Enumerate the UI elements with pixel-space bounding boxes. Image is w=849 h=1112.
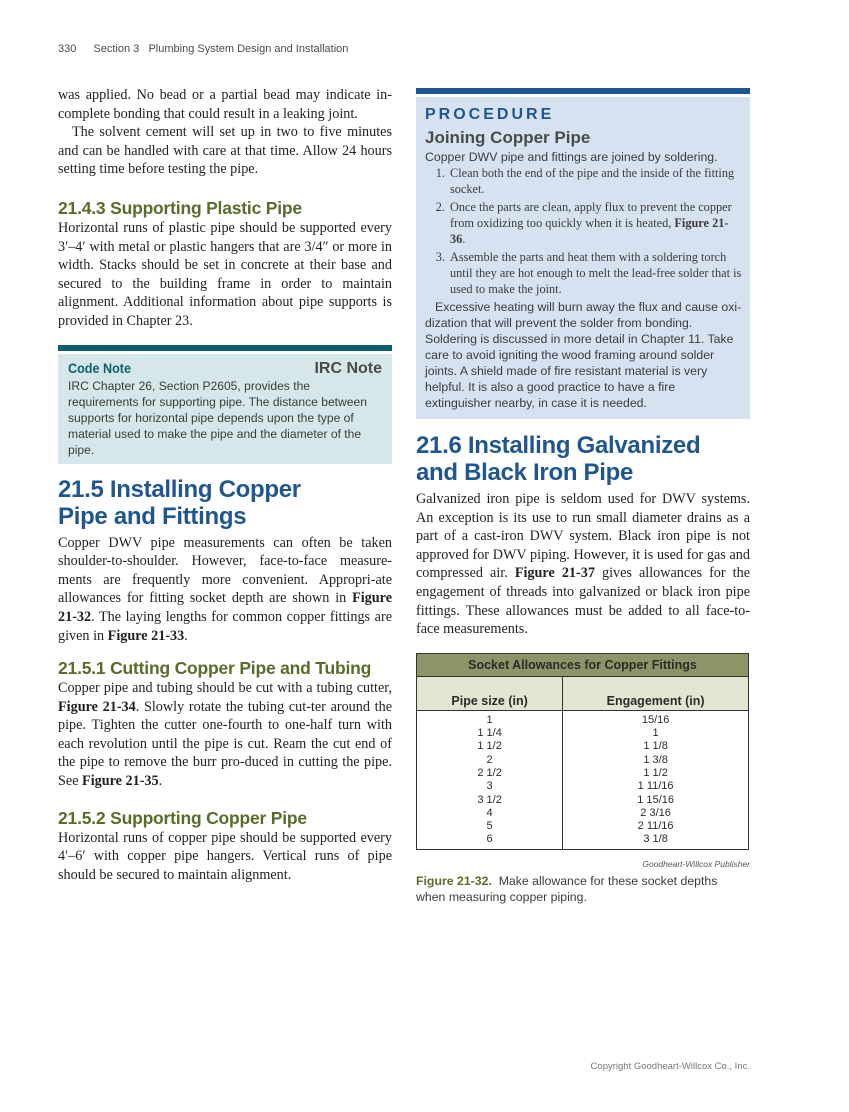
table-row <box>417 754 749 767</box>
heading-21-5 <box>58 476 392 530</box>
paragraph: The solvent cement will set up in two to five minutes and can be handled with care at that time. Allow 24 hours setting time before testing the pipe. <box>58 124 392 178</box>
figure-ref[interactable]: Figure 21-36 <box>450 216 729 246</box>
page-number: 330 <box>58 43 77 55</box>
heading-line: Pipe and Fittings <box>58 502 247 530</box>
cell: 1 11/16 <box>563 780 749 793</box>
cell: 4 <box>417 807 563 820</box>
table-row <box>417 833 749 849</box>
cell: 2 <box>417 754 563 767</box>
table-row <box>417 740 749 753</box>
irc-note-badge: IRC Note <box>314 359 382 377</box>
procedure-steps <box>425 165 742 297</box>
step-number: 3. <box>435 250 445 264</box>
procedure-step <box>425 165 742 197</box>
paragraph <box>58 534 392 646</box>
cell: 3 1/2 <box>417 794 563 807</box>
cell: 1 1/2 <box>417 740 563 753</box>
table-row <box>417 794 749 807</box>
column-header: Pipe size (in) <box>417 676 563 710</box>
caption-text: Make allowance for these socket depths when measuring copper piping. <box>416 873 721 904</box>
running-head <box>58 43 348 55</box>
image-credit: Goodheart-Willcox Publisher <box>642 858 750 869</box>
table-row <box>417 767 749 780</box>
figure-ref[interactable]: Figure 21-37 <box>514 565 595 582</box>
figure-caption <box>416 873 750 905</box>
cell: 2 11/16 <box>563 820 749 833</box>
paragraph: Horizontal runs of copper pipe should be supported every 4′–6′ with copper pipe hangers. Vertical runs of pipe should be secured to maintain alignment. <box>58 829 392 883</box>
paragraph <box>416 490 750 639</box>
section-title: Section 3 Plumbing System Design and Installation <box>93 43 349 55</box>
code-note-title: Code Note <box>68 359 131 376</box>
table-row <box>417 820 749 833</box>
text: . The laying lengths for common copper fittings are given in <box>58 608 392 644</box>
cell: 3 <box>417 780 563 793</box>
heading-21-5-1: 21.5.1 Cutting Copper Pipe and Tubing <box>58 658 372 679</box>
cell: 1 <box>563 727 749 740</box>
cell: 1 1/4 <box>417 727 563 740</box>
cell: 3 1/8 <box>563 833 749 849</box>
procedure-step <box>425 199 742 247</box>
text: . <box>462 232 466 246</box>
step-number: 1. <box>435 166 445 180</box>
heading-line: 21.6 Installing Galvanized <box>416 432 701 459</box>
figure-ref[interactable]: Figure 21-34 <box>58 698 136 715</box>
procedure-title: Joining Copper Pipe <box>425 128 591 147</box>
text: gives allowances for the engagement of threads into galvanized or black iron pipe fittings. These allowances must be added to all face-to-face measurements. <box>416 565 751 638</box>
cell: 15/16 <box>563 710 749 727</box>
cell: 5 <box>417 820 563 833</box>
socket-allowances-table <box>416 653 749 850</box>
text: . <box>184 627 188 644</box>
cell: 1 1/8 <box>563 740 749 753</box>
text: Galvanized iron pipe is seldom used for DWV systems. An exception is its use to run small diameter drains as a part of a cast-iron DWV system. Black iron pipe is not approved for DWV piping. However, it is used for gas and compressed air. <box>416 491 750 582</box>
procedure-step <box>425 249 742 297</box>
heading-line: and Black Iron Pipe <box>416 459 634 486</box>
table-row <box>417 780 749 793</box>
procedure-intro: Copper DWV pipe and fittings are joined by soldering. <box>425 150 718 164</box>
procedure-closing: Excessive heating will burn away the flux and cause oxi-dization that will prevent the solder from bonding. Soldering is discussed in more detail in Chapter 11. Take care to avoid igniting the wood framing around solder joints. A shield made of fire resistant material is very helpful. It is also a good practice to have a fire extinguisher nearby, in case it is needed. <box>425 300 742 410</box>
heading-21-6 <box>416 432 750 486</box>
cell: 1 3/8 <box>563 754 749 767</box>
paragraph <box>58 679 392 791</box>
text: . <box>158 773 163 790</box>
right-column <box>416 88 750 905</box>
step-number: 2. <box>435 200 445 214</box>
text: Copper pipe and tubing should be cut with a tubing cutter, <box>58 680 392 697</box>
table-title: Socket Allowances for Copper Fittings <box>417 653 749 676</box>
heading-line: 21.5 Installing Copper <box>58 475 301 503</box>
cell: 2 3/16 <box>563 807 749 820</box>
cell: 1 1/2 <box>563 767 749 780</box>
left-column <box>58 86 392 884</box>
table-row <box>417 727 749 740</box>
text: Copper DWV pipe measurements can often be taken shoulder-to-shoulder. However, face-to-face measure-ments are frequently more convenient. Appropri-ate allowances for fitting socket depth are shown in <box>58 534 392 607</box>
column-header: Engagement (in) <box>563 676 749 710</box>
cell: 1 15/16 <box>563 794 749 807</box>
code-note-box <box>58 345 392 464</box>
figure-ref[interactable]: Figure 21-35 <box>82 773 159 790</box>
table-row <box>417 710 749 727</box>
copyright-footer: Copyright Goodheart-Willcox Co., Inc. <box>590 1061 750 1072</box>
procedure-box <box>416 88 750 419</box>
step-text: Clean both the end of the pipe and the inside of the fitting socket. <box>450 166 735 196</box>
cell: 2 1/2 <box>417 767 563 780</box>
procedure-label: PROCEDURE <box>425 106 555 123</box>
heading-21-4-3: 21.4.3 Supporting Plastic Pipe <box>58 197 302 218</box>
text: . Slowly rotate the tubing cut-ter around the pipe. Tighten the cutter one-fourth to one-half turn with each revolution until the pipe is cut. Ream the cut end of the pipe to remove the burr pro-duced in cutting the pipe. See <box>58 698 392 790</box>
step-text <box>450 199 742 247</box>
text: Once the parts are clean, apply flux to prevent the copper from oxidizing too quickly when it is heated, <box>450 200 732 230</box>
figure-ref[interactable]: Figure 21-33 <box>107 627 185 644</box>
cell: 1 <box>417 710 563 727</box>
figure-label: Figure 21-32. <box>416 873 492 888</box>
paragraph: Horizontal runs of plastic pipe should be supported every 3′–4′ with metal or plastic hangers that are 3/4″ or more in width. Stacks should be set in concrete at their base and secured to the building frame in order to maintain alignment. Additional information about pipe supports is provided in Chapter 23. <box>58 219 392 329</box>
code-note-body: IRC Chapter 26, Section P2605, provides the requirements for supporting pipe. The distance between supports for horizontal pipe depends upon the type of material used to make the pipe and the diameter of the pipe. <box>68 378 367 457</box>
figure-ref[interactable]: Figure 21-32 <box>58 590 392 625</box>
step-text: Assemble the parts and heat them with a soldering torch until they are hot enough to melt the lead-free solder that is used to make the joint. <box>450 250 742 296</box>
paragraph: was applied. No bead or a partial bead may indicate in-complete bonding that could result in a leaking joint. <box>58 87 392 122</box>
cell: 6 <box>417 833 563 849</box>
table-row <box>417 807 749 820</box>
heading-21-5-2: 21.5.2 Supporting Copper Pipe <box>58 807 307 828</box>
